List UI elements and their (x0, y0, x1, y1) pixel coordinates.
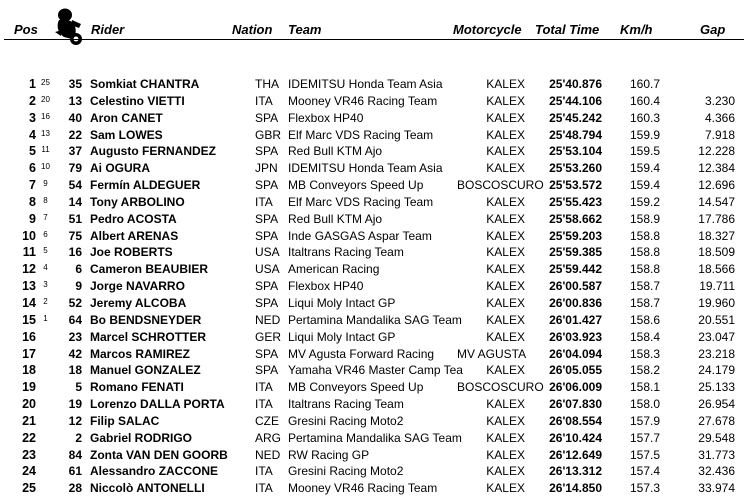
gap-cell: 18.327 (698, 228, 735, 243)
speed-kmh-cell: 159.5 (629, 144, 660, 159)
rider-number-cell: 6 (75, 262, 82, 277)
motorcycle-cell: MV AGUSTA (457, 346, 527, 361)
position-cell: 1 (29, 77, 36, 91)
table-row (0, 177, 745, 194)
position-cell: 24 (22, 464, 36, 479)
gap-cell: 25.133 (698, 380, 735, 395)
gap-cell: 12.384 (698, 161, 735, 176)
gap-cell: 20.551 (698, 312, 735, 327)
total-time-cell: 26'04.094 (549, 346, 602, 361)
table-row (0, 93, 745, 110)
header-divider (4, 39, 744, 40)
rider-name-cell: Bo BENDSNEYDER (90, 312, 202, 327)
team-cell: Red Bull KTM Ajo (288, 144, 383, 159)
table-row (0, 261, 745, 278)
speed-kmh-cell: 157.5 (629, 447, 660, 462)
motorcycle-cell: KALEX (486, 447, 525, 462)
motorcycle-cell: KALEX (486, 430, 525, 445)
position-cell: 9 (29, 211, 36, 226)
rider-name-cell: Somkiat CHANTRA (90, 77, 200, 91)
speed-kmh-cell: 157.9 (629, 413, 660, 428)
total-time-cell: 26'06.009 (549, 380, 602, 395)
nation-cell: SPA (255, 228, 279, 243)
nation-cell: GER (255, 329, 282, 344)
team-cell: Italtrans Racing Team (288, 245, 404, 260)
rider-number-cell: 9 (75, 279, 82, 294)
rider-number-cell: 16 (68, 245, 82, 260)
results-table (0, 76, 745, 497)
nation-cell: SPA (255, 178, 279, 193)
position-cell: 20 (22, 397, 36, 412)
rider-number-cell: 2 (75, 430, 82, 445)
total-time-cell: 25'40.876 (549, 77, 602, 91)
total-time-cell: 25'55.423 (549, 194, 602, 209)
rider-name-cell: Cameron BEAUBIER (90, 262, 209, 277)
table-row (0, 362, 745, 379)
gap-cell: 18.509 (698, 245, 735, 260)
position-cell: 13 (22, 279, 36, 294)
points-cell: 5 (43, 246, 48, 256)
rider-number-cell: 51 (68, 211, 82, 226)
header-pos: Pos (14, 22, 38, 37)
motorcycle-cell: KALEX (486, 127, 525, 142)
position-cell: 16 (22, 329, 36, 344)
motorcycle-cell: KALEX (486, 110, 525, 125)
header-total-time: Total Time (535, 22, 600, 37)
rider-name-cell: Sam LOWES (90, 127, 163, 142)
team-cell: Flexbox HP40 (288, 279, 364, 294)
table-row (0, 278, 745, 295)
rider-name-cell: Alessandro ZACCONE (90, 464, 219, 479)
header-kmh: Km/h (620, 22, 653, 37)
team-cell: American Racing (288, 262, 380, 277)
gap-cell: 33.974 (698, 481, 735, 496)
points-cell: 11 (41, 145, 50, 155)
team-cell: Liqui Moly Intact GP (288, 295, 396, 310)
speed-kmh-cell: 157.4 (629, 464, 660, 479)
team-cell: Gresini Racing Moto2 (288, 464, 404, 479)
gap-cell: 23.047 (698, 329, 735, 344)
speed-kmh-cell: 158.8 (629, 245, 660, 260)
gap-cell: 7.918 (704, 127, 735, 142)
motorcycle-cell: KALEX (486, 481, 525, 496)
table-row (0, 329, 745, 346)
nation-cell: SPA (255, 110, 279, 125)
rider-number-cell: 61 (68, 464, 82, 479)
position-cell: 23 (22, 447, 36, 462)
nation-cell: USA (255, 245, 280, 260)
gap-cell: 19.960 (698, 295, 735, 310)
table-row (0, 379, 745, 396)
speed-kmh-cell: 158.1 (629, 380, 660, 395)
speed-kmh-cell: 158.8 (629, 228, 660, 243)
nation-cell: SPA (255, 211, 279, 226)
team-cell: Mooney VR46 Racing Team (288, 93, 438, 108)
motorcycle-cell: KALEX (486, 312, 525, 327)
rider-number-cell: 5 (75, 380, 82, 395)
table-row (0, 413, 745, 430)
table-row (0, 295, 745, 312)
motorcycle-cell: KALEX (486, 161, 525, 176)
position-cell: 15 (22, 312, 36, 327)
total-time-cell: 25'44.106 (549, 93, 602, 108)
rider-number-cell: 75 (68, 228, 82, 243)
gap-cell: 18.566 (698, 262, 735, 277)
nation-cell: ITA (255, 481, 273, 496)
motorcycle-cell: KALEX (486, 194, 525, 209)
speed-kmh-cell: 159.9 (629, 127, 660, 142)
rider-name-cell: Tony ARBOLINO (90, 194, 185, 209)
table-row (0, 346, 745, 363)
speed-kmh-cell: 158.2 (629, 363, 660, 378)
motorcycle-cell: KALEX (486, 413, 525, 428)
gap-cell: 12.228 (698, 144, 735, 159)
rider-number-cell: 14 (68, 194, 82, 209)
rider-name-cell: Ai OGURA (90, 161, 150, 176)
motorcycle-cell: KALEX (486, 295, 525, 310)
rider-number-cell: 52 (68, 295, 82, 310)
position-cell: 4 (29, 127, 36, 142)
rider-number-cell: 22 (68, 127, 82, 142)
motorcycle-cell: KALEX (486, 144, 525, 159)
speed-kmh-cell: 158.3 (629, 346, 660, 361)
total-time-cell: 26'01.427 (549, 312, 602, 327)
position-cell: 12 (22, 262, 36, 277)
position-cell: 22 (22, 430, 36, 445)
points-cell: 9 (43, 179, 48, 189)
nation-cell: SPA (255, 295, 279, 310)
speed-kmh-cell: 158.8 (629, 262, 660, 277)
team-cell: MB Conveyors Speed Up (288, 380, 424, 395)
speed-kmh-cell: 159.4 (629, 178, 660, 193)
total-time-cell: 25'53.104 (549, 144, 602, 159)
gap-cell: 31.773 (698, 447, 735, 462)
gap-cell: 32.436 (698, 464, 735, 479)
rider-number-cell: 28 (68, 481, 82, 496)
team-cell: RW Racing GP (288, 447, 370, 462)
team-cell: Elf Marc VDS Racing Team (288, 127, 434, 142)
points-cell: 16 (41, 111, 50, 121)
total-time-cell: 25'48.794 (549, 127, 602, 142)
total-time-cell: 26'07.830 (549, 397, 602, 412)
motorcycle-cell: KALEX (486, 464, 525, 479)
speed-kmh-cell: 160.7 (629, 77, 660, 91)
points-cell: 13 (41, 128, 50, 138)
motorcycle-cell: KALEX (486, 397, 525, 412)
rider-name-cell: Marcel SCHROTTER (90, 329, 207, 344)
rider-number-cell: 79 (68, 161, 82, 176)
total-time-cell: 26'08.554 (549, 413, 602, 428)
position-cell: 21 (22, 413, 36, 428)
rider-number-cell: 18 (68, 363, 82, 378)
speed-kmh-cell: 158.7 (629, 295, 660, 310)
motorcycle-rider-icon (52, 6, 88, 46)
gap-cell: 17.786 (698, 211, 735, 226)
total-time-cell: 25'58.662 (549, 211, 602, 226)
header-team: Team (288, 22, 322, 37)
rider-number-cell: 42 (68, 346, 82, 361)
position-cell: 3 (29, 110, 36, 125)
table-row (0, 110, 745, 127)
motorcycle-cell: KALEX (486, 279, 525, 294)
header-nation: Nation (232, 22, 273, 37)
rider-name-cell: Aron CANET (90, 110, 163, 125)
table-row (0, 396, 745, 413)
speed-kmh-cell: 158.4 (629, 329, 660, 344)
speed-kmh-cell: 159.2 (629, 194, 660, 209)
points-cell: 4 (43, 263, 48, 273)
speed-kmh-cell: 158.9 (629, 211, 660, 226)
total-time-cell: 26'12.649 (549, 447, 602, 462)
table-row (0, 143, 745, 160)
position-cell: 7 (29, 178, 36, 193)
nation-cell: JPN (255, 161, 278, 176)
gap-cell: 3.230 (704, 93, 735, 108)
table-row (0, 211, 745, 228)
table-row (0, 160, 745, 177)
rider-number-cell: 37 (68, 144, 82, 159)
rider-number-cell: 23 (68, 329, 82, 344)
rider-name-cell: Manuel GONZALEZ (90, 363, 201, 378)
speed-kmh-cell: 159.4 (629, 161, 660, 176)
position-cell: 10 (22, 228, 36, 243)
rider-name-cell: Albert ARENAS (90, 228, 179, 243)
total-time-cell: 26'10.424 (549, 430, 602, 445)
rider-name-cell: Pedro ACOSTA (90, 211, 177, 226)
nation-cell: SPA (255, 346, 279, 361)
table-row (0, 463, 745, 480)
total-time-cell: 26'00.836 (549, 295, 602, 310)
points-cell: 10 (41, 162, 50, 172)
rider-name-cell: Niccolò ANTONELLI (90, 481, 205, 496)
table-row (0, 244, 745, 261)
header-gap: Gap (700, 22, 726, 37)
motorcycle-cell: KALEX (486, 77, 525, 91)
position-cell: 18 (22, 363, 36, 378)
gap-cell: 4.366 (704, 110, 735, 125)
team-cell: Pertamina Mandalika SAG Team (288, 312, 462, 327)
nation-cell: ITA (255, 397, 273, 412)
motorcycle-cell: KALEX (486, 329, 525, 344)
rider-name-cell: Romano FENATI (90, 380, 184, 395)
team-cell: IDEMITSU Honda Team Asia (288, 77, 443, 91)
rider-number-cell: 13 (68, 93, 82, 108)
rider-number-cell: 19 (68, 397, 82, 412)
gap-cell: 29.548 (698, 430, 735, 445)
nation-cell: ITA (255, 194, 273, 209)
motorcycle-cell: KALEX (486, 211, 525, 226)
position-cell: 8 (29, 194, 36, 209)
rider-name-cell: Marcos RAMIREZ (90, 346, 191, 361)
points-cell: 25 (41, 78, 50, 87)
rider-name-cell: Lorenzo DALLA PORTA (90, 397, 225, 412)
gap-cell: 14.547 (698, 194, 735, 209)
position-cell: 6 (29, 161, 36, 176)
rider-number-cell: 84 (68, 447, 82, 462)
speed-kmh-cell: 158.0 (629, 397, 660, 412)
rider-name-cell: Zonta VAN DEN GOORB (90, 447, 228, 462)
position-cell: 25 (22, 481, 36, 496)
points-cell: 20 (41, 94, 50, 104)
total-time-cell: 25'59.203 (549, 228, 602, 243)
team-cell: Elf Marc VDS Racing Team (288, 194, 434, 209)
table-row (0, 480, 745, 497)
team-cell: MV Agusta Forward Racing (288, 346, 435, 361)
motorcycle-cell: KALEX (486, 93, 525, 108)
nation-cell: USA (255, 262, 280, 277)
points-cell: 2 (43, 296, 48, 306)
motorcycle-cell: KALEX (486, 363, 525, 378)
team-cell: Pertamina Mandalika SAG Team (288, 430, 462, 445)
motorcycle-cell: KALEX (486, 245, 525, 260)
rider-number-cell: 12 (68, 413, 82, 428)
points-cell: 7 (43, 212, 48, 222)
position-cell: 11 (22, 245, 36, 260)
gap-cell: 27.678 (698, 413, 735, 428)
header-motorcycle: Motorcycle (453, 22, 522, 37)
rider-number-cell: 64 (68, 312, 82, 327)
nation-cell: GBR (255, 127, 282, 142)
nation-cell: ITA (255, 93, 273, 108)
speed-kmh-cell: 158.6 (629, 312, 660, 327)
rider-number-cell: 54 (68, 178, 82, 193)
position-cell: 17 (22, 346, 36, 361)
total-time-cell: 26'03.923 (549, 329, 602, 344)
gap-cell: 26.954 (698, 397, 735, 412)
rider-name-cell: Jeremy ALCOBA (90, 295, 187, 310)
speed-kmh-cell: 157.3 (629, 481, 660, 496)
team-cell: Red Bull KTM Ajo (288, 211, 383, 226)
total-time-cell: 26'00.587 (549, 279, 602, 294)
speed-kmh-cell: 158.7 (629, 279, 660, 294)
results-header (0, 0, 745, 40)
position-cell: 2 (29, 93, 36, 108)
nation-cell: ARG (255, 430, 282, 445)
rider-name-cell: Joe ROBERTS (90, 245, 173, 260)
nation-cell: THA (255, 77, 279, 91)
rider-name-cell: Celestino VIETTI (90, 93, 185, 108)
position-cell: 5 (29, 144, 36, 159)
table-row (0, 312, 745, 329)
rider-name-cell: Fermín ALDEGUER (90, 178, 201, 193)
team-cell: Gresini Racing Moto2 (288, 413, 404, 428)
motorcycle-cell: BOSCOSCURO (457, 178, 544, 193)
nation-cell: NED (255, 447, 281, 462)
motorcycle-cell: KALEX (486, 228, 525, 243)
speed-kmh-cell: 160.4 (629, 93, 660, 108)
nation-cell: SPA (255, 363, 279, 378)
speed-kmh-cell: 160.3 (629, 110, 660, 125)
total-time-cell: 26'14.850 (549, 481, 602, 496)
team-cell: IDEMITSU Honda Team Asia (288, 161, 443, 176)
gap-cell: 24.179 (698, 363, 735, 378)
rider-name-cell: Jorge NAVARRO (90, 279, 185, 294)
team-cell: Yamaha VR46 Master Camp Tea (288, 363, 463, 378)
position-cell: 19 (22, 380, 36, 395)
rider-number-cell: 40 (68, 110, 82, 125)
speed-kmh-cell: 157.7 (629, 430, 660, 445)
header-rider: Rider (91, 22, 125, 37)
gap-cell: 19.711 (699, 279, 735, 294)
total-time-cell: 25'59.442 (549, 262, 602, 277)
rider-name-cell: Augusto FERNANDEZ (90, 144, 216, 159)
team-cell: Liqui Moly Intact GP (288, 329, 396, 344)
points-cell: 6 (43, 229, 48, 239)
motorcycle-cell: BOSCOSCURO (457, 380, 544, 395)
table-row (0, 127, 745, 144)
total-time-cell: 25'45.242 (549, 110, 602, 125)
gap-cell: 12.696 (698, 178, 735, 193)
motorcycle-cell: KALEX (486, 262, 525, 277)
gap-cell: 23.218 (698, 346, 735, 361)
team-cell: Italtrans Racing Team (288, 397, 404, 412)
points-cell: 8 (43, 195, 48, 205)
total-time-cell: 25'53.260 (549, 161, 602, 176)
table-row (0, 194, 745, 211)
rider-name-cell: Filip SALAC (90, 413, 160, 428)
nation-cell: SPA (255, 279, 279, 294)
team-cell: Mooney VR46 Racing Team (288, 481, 438, 496)
position-cell: 14 (22, 295, 36, 310)
rider-number-cell: 35 (68, 77, 82, 91)
table-row (0, 447, 745, 464)
points-cell: 3 (43, 280, 48, 290)
total-time-cell: 25'53.572 (549, 178, 602, 193)
rider-name-cell: Gabriel RODRIGO (90, 430, 193, 445)
nation-cell: NED (255, 312, 281, 327)
nation-cell: ITA (255, 464, 273, 479)
table-row (0, 430, 745, 447)
points-cell: 1 (43, 313, 48, 323)
nation-cell: CZE (255, 413, 279, 428)
team-cell: MB Conveyors Speed Up (288, 178, 424, 193)
nation-cell: SPA (255, 144, 279, 159)
team-cell: Inde GASGAS Aspar Team (288, 228, 432, 243)
table-row (0, 228, 745, 245)
total-time-cell: 26'13.312 (549, 464, 602, 479)
nation-cell: ITA (255, 380, 273, 395)
total-time-cell: 25'59.385 (549, 245, 602, 260)
table-row (0, 76, 745, 93)
total-time-cell: 26'05.055 (549, 363, 602, 378)
team-cell: Flexbox HP40 (288, 110, 364, 125)
